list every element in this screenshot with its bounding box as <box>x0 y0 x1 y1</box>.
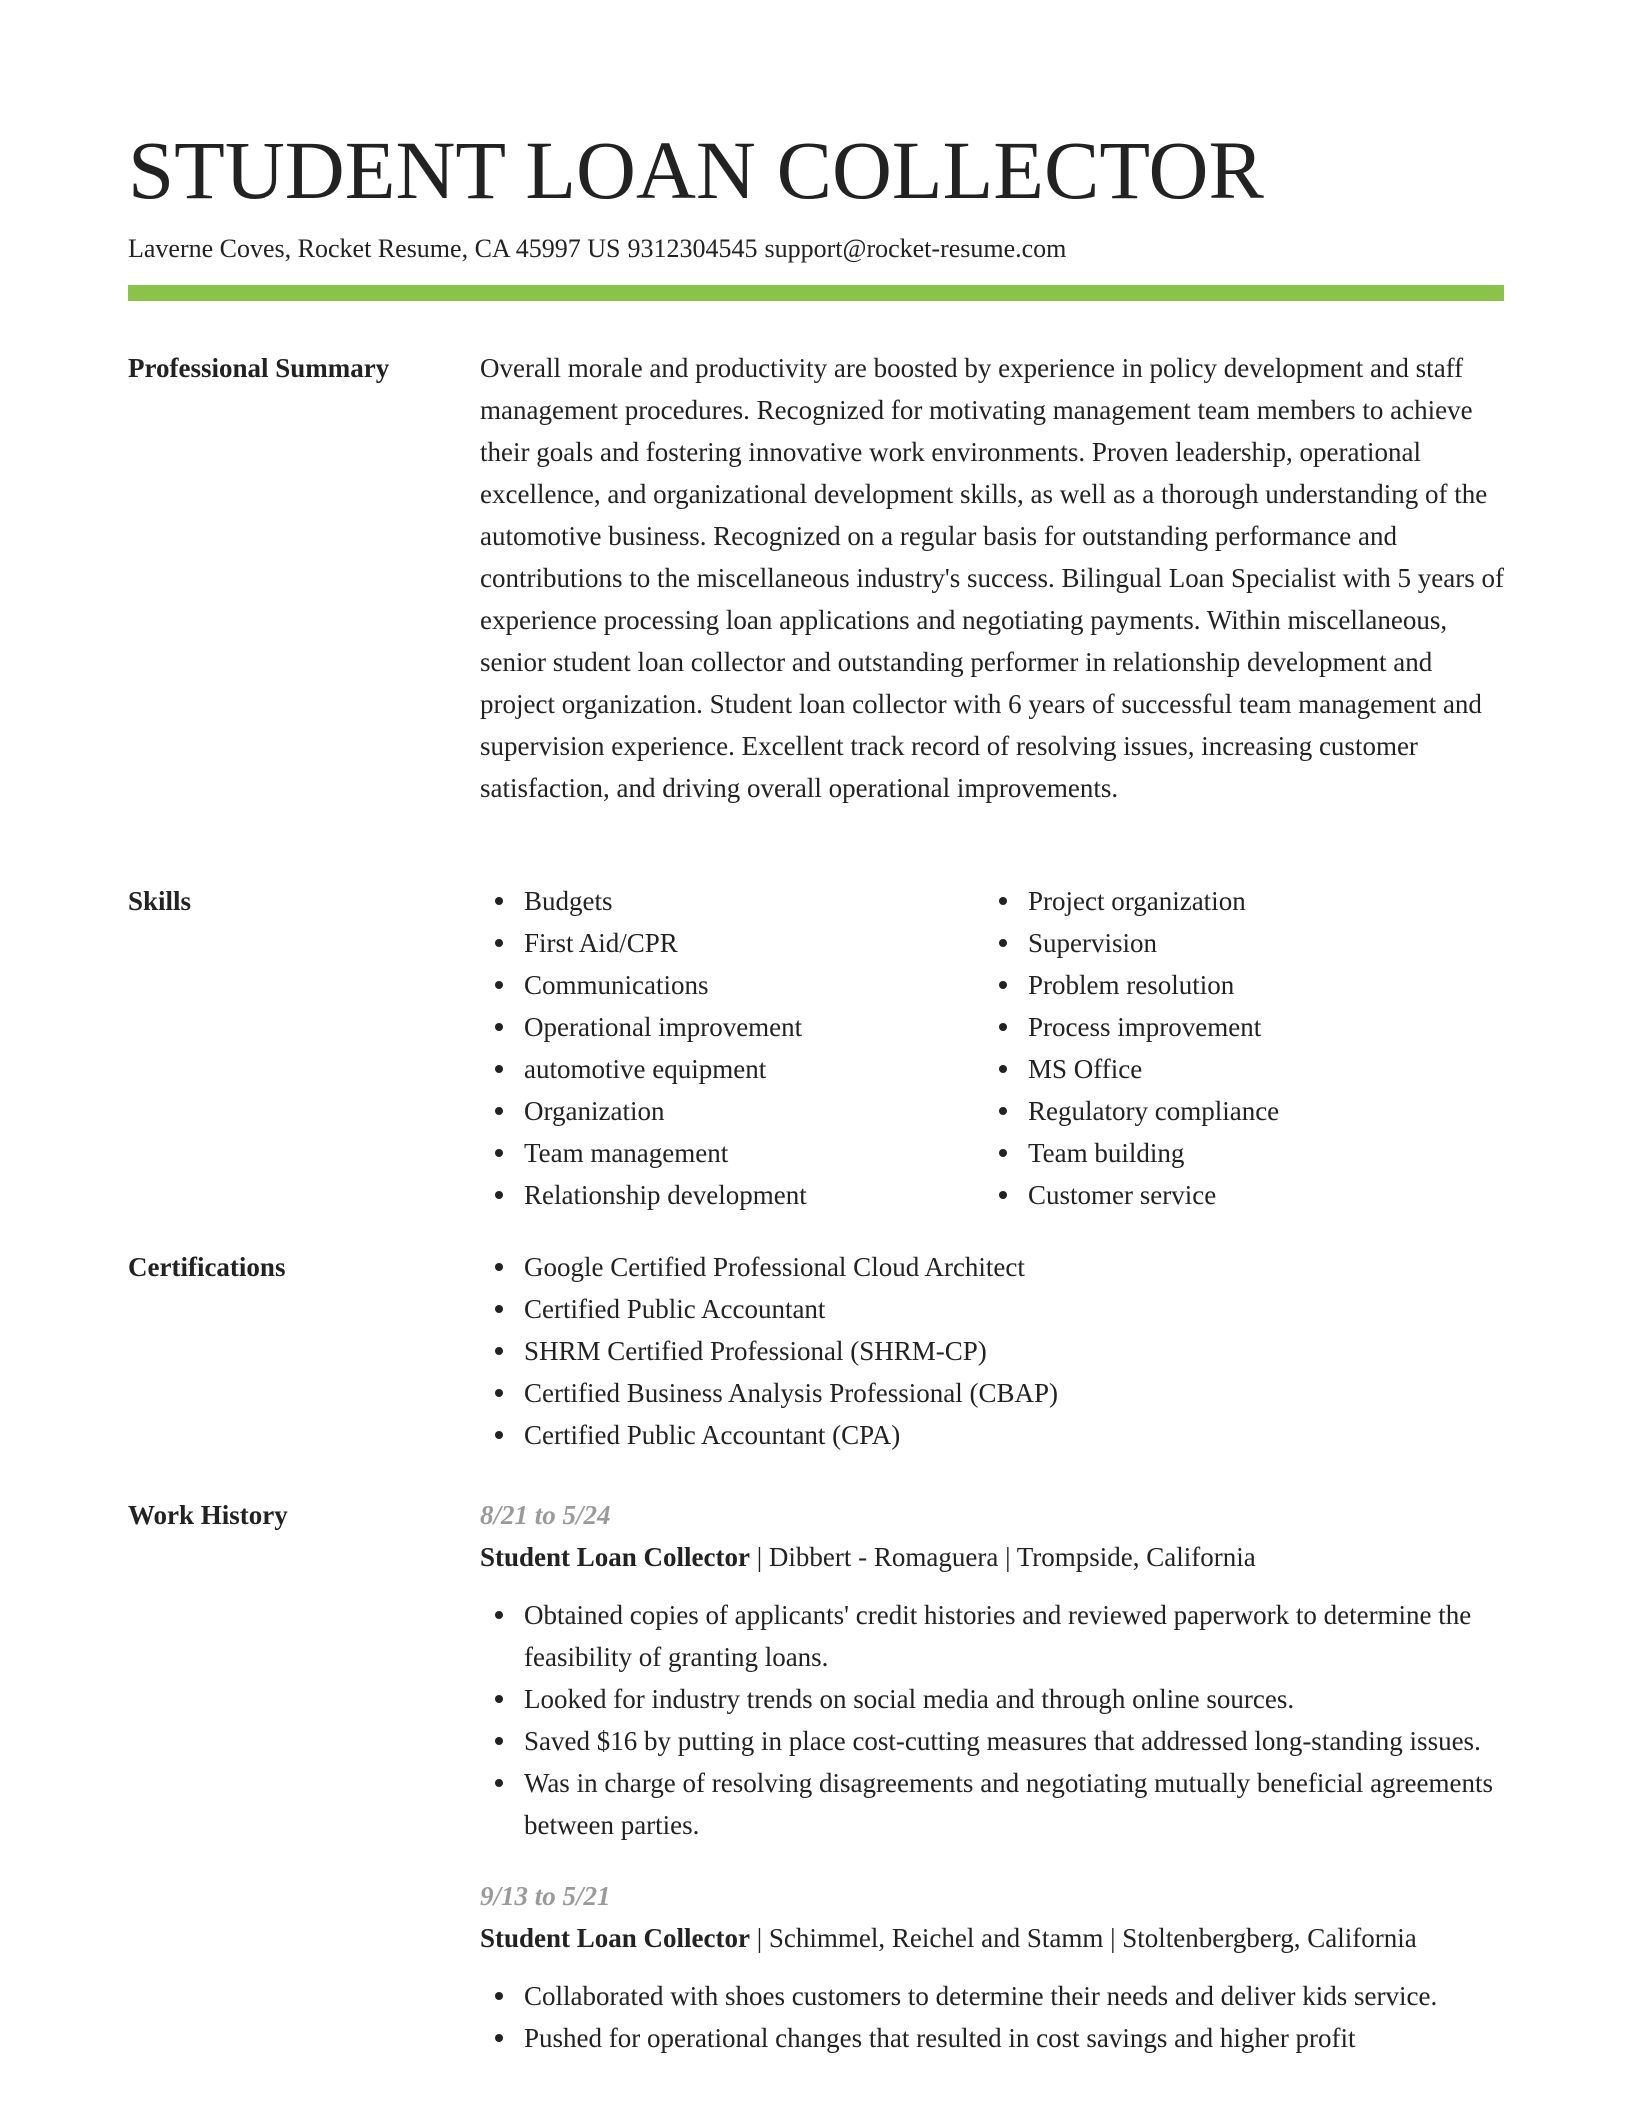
job-details: | Schimmel, Reichel and Stamm | Stoltenbergberg, California <box>750 1923 1417 1953</box>
job-bullet: Pushed for operational changes that resulted in cost savings and higher profit <box>480 2017 1504 2059</box>
job-heading <box>480 1536 1504 1578</box>
skill-item: Operational improvement <box>480 1006 984 1048</box>
certification-item: Certified Public Accountant (CPA) <box>480 1414 1504 1456</box>
skill-item: Communications <box>480 964 984 1006</box>
job-bullet: Saved $16 by putting in place cost-cutting measures that addressed long-standing issues. <box>480 1720 1504 1762</box>
work-history-label: Work History <box>128 1500 288 1530</box>
skill-item: automotive equipment <box>480 1048 984 1090</box>
job-dates: 9/13 to 5/21 <box>480 1881 611 1911</box>
job-bullet: Obtained copies of applicants' credit histories and reviewed paperwork to determine the feasibility of granting loans. <box>480 1594 1504 1678</box>
skills-list-right <box>984 880 1504 1216</box>
job-heading <box>480 1917 1504 1959</box>
contact-phone: 9312304545 <box>627 234 758 263</box>
skill-item: Problem resolution <box>984 964 1504 1006</box>
contact-address: Laverne Coves, Rocket Resume, CA 45997 US <box>128 234 621 263</box>
certification-item: Google Certified Professional Cloud Architect <box>480 1246 1504 1288</box>
certifications-label: Certifications <box>128 1252 286 1282</box>
certifications-body <box>480 1246 1504 1456</box>
summary-text: Overall morale and productivity are boosted by experience in policy development and staff management procedures. Recognized for motivating management team members to achieve their goals and fostering innovative work environments. Proven leadership, operational excellence, and organizational development skills, as well as a thorough understanding of the automotive business. Recognized on a regular basis for outstanding performance and contributions to the miscellaneous industry's success. Bilingual Loan Specialist with 5 years of experience processing loan applications and negotiating payments. Within miscellaneous, senior student loan collector and outstanding performer in relationship development and project organization. Student loan collector with 6 years of successful team management and supervision experience. Excellent track record of resolving issues, increasing customer satisfaction, and driving overall operational improvements. <box>480 353 1504 803</box>
skill-item: Supervision <box>984 922 1504 964</box>
skill-item: Relationship development <box>480 1174 984 1216</box>
certification-item: Certified Public Accountant <box>480 1288 1504 1330</box>
work-history-body <box>480 1494 1504 2059</box>
certification-item: SHRM Certified Professional (SHRM-CP) <box>480 1330 1504 1372</box>
job-details: | Dibbert - Romaguera | Trompside, California <box>750 1542 1256 1572</box>
skills-label: Skills <box>128 886 192 916</box>
job-bullet: Collaborated with shoes customers to determine their needs and deliver kids service. <box>480 1975 1504 2017</box>
summary-label: Professional Summary <box>128 353 390 383</box>
skill-item: Process improvement <box>984 1006 1504 1048</box>
contact-email: support@rocket-resume.com <box>764 234 1067 263</box>
header-divider <box>128 285 1504 301</box>
skill-item: Team management <box>480 1132 984 1174</box>
resume-title: STUDENT LOAN COLLECTOR <box>128 124 1264 216</box>
job-title: Student Loan Collector <box>480 1542 750 1572</box>
skills-body <box>480 880 1504 1216</box>
skill-item: MS Office <box>984 1048 1504 1090</box>
skill-item: Customer service <box>984 1174 1504 1216</box>
certification-item: Certified Business Analysis Professional (CBAP) <box>480 1372 1504 1414</box>
contact-info <box>128 232 1066 266</box>
job-dates: 8/21 to 5/24 <box>480 1500 611 1530</box>
skill-item: Team building <box>984 1132 1504 1174</box>
skills-list-left <box>480 880 984 1216</box>
job-bullets <box>480 1594 1504 1846</box>
certifications-list <box>480 1246 1504 1456</box>
job-bullets <box>480 1975 1504 2059</box>
job-bullet: Looked for industry trends on social media and through online sources. <box>480 1678 1504 1720</box>
skill-item: Regulatory compliance <box>984 1090 1504 1132</box>
skill-item: Budgets <box>480 880 984 922</box>
skill-item: First Aid/CPR <box>480 922 984 964</box>
job-title: Student Loan Collector <box>480 1923 750 1953</box>
job-entry <box>480 1875 1504 2059</box>
summary-body <box>480 347 1504 809</box>
skill-item: Organization <box>480 1090 984 1132</box>
skill-item: Project organization <box>984 880 1504 922</box>
job-entry <box>480 1494 1504 1846</box>
job-bullet: Was in charge of resolving disagreements and negotiating mutually beneficial agreements between parties. <box>480 1762 1504 1846</box>
